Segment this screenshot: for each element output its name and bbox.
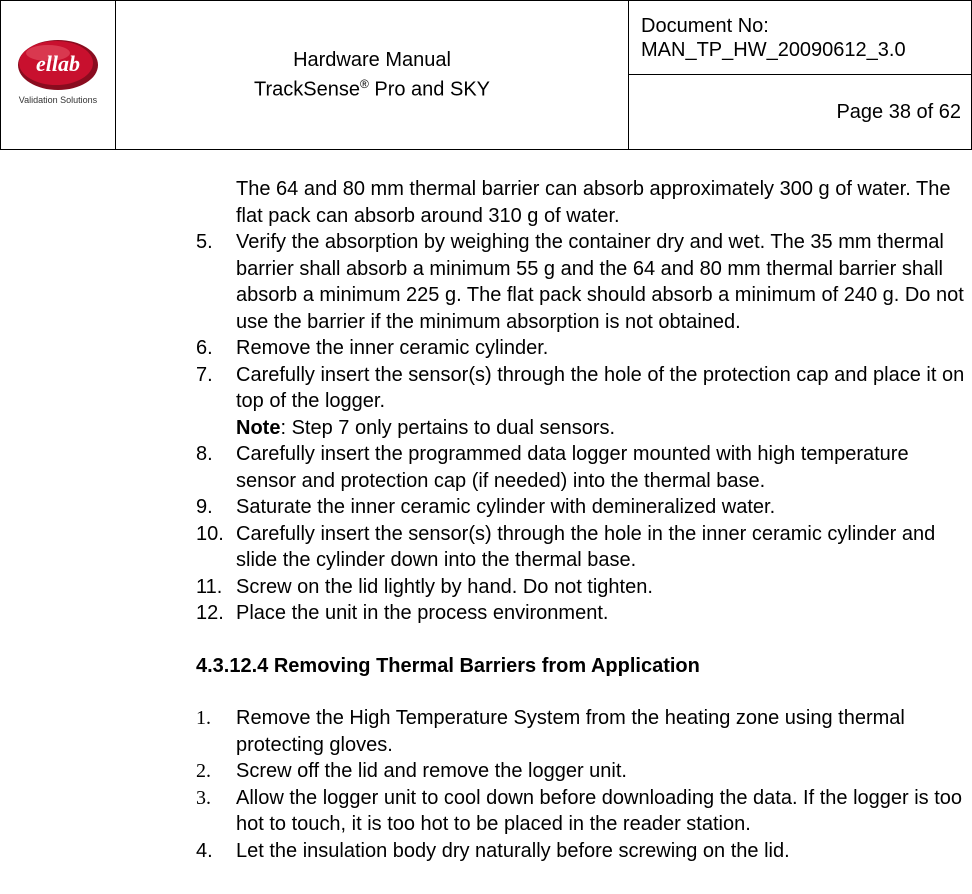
logo-cell [1,1,116,150]
list-item: 9. Saturate the inner ceramic cylinder with demineralized water. [196,496,776,518]
page-number: Page 38 of 62 [629,75,972,150]
svg-text:Validation Solutions: Validation Solutions [18,94,98,105]
list-item: 1. Remove the High Temperature System from the heating zone using thermal protecting gloves. [196,707,905,756]
list-item: 11. Screw on the lid lightly by hand. Do not tighten. [196,575,653,598]
intro-paragraph: The 64 and 80 mm thermal barrier can absorb approximately 300 g of water. The flat pack can absorb around 310 g of water. [236,178,951,227]
list-item: 8. Carefully insert the programmed data logger mounted with high temperature sensor and protection cap (if needed) into the thermal base. [196,443,909,492]
title-line-1: Hardware Manual [293,49,451,72]
title-line-2: TrackSense® Pro and SKY [254,77,490,101]
document-title [116,1,629,150]
note: Note: Step 7 only pertains to dual sensors. [236,416,616,439]
doc-no-value: MAN_TP_HW_20090612_3.0 [641,38,906,61]
list-item: 12. Place the unit in the process environment. [196,602,609,624]
list-item: 7. Carefully insert the sensor(s) through the hole of the protection cap and place it on top of the logger. [196,363,965,412]
section-heading: 4.3.12.4 Removing Thermal Barriers from Application [196,654,700,677]
list-item: 4. Let the insulation body dry naturally before screwing on the lid. [196,839,790,862]
list-item: 2. Screw off the lid and remove the logger unit. [196,760,627,782]
svg-text:ellab: ellab [36,50,80,76]
document-number [629,1,972,75]
doc-no-label: Document No: [641,14,769,37]
ellab-logo [15,37,101,109]
document-body [196,176,972,864]
list-item: 10. Carefully insert the sensor(s) through the hole in the inner ceramic cylinder and slide the cylinder down into the thermal base. [196,522,936,571]
document-header [0,0,972,150]
list-item: 5. Verify the absorption by weighing the container dry and wet. The 35 mm thermal barrier shall absorb a minimum 55 g and the 64 and 80 mm thermal barrier shall absorb a minimum 225 g. The flat pack should absorb a minimum of 240 g. Do not use the barrier if the minimum absorption is not obtained. [196,231,964,333]
list-item: 6. Remove the inner ceramic cylinder. [196,337,549,359]
list-item: 3. Allow the logger unit to cool down before downloading the data. If the logger is too hot to touch, it is too hot to be placed in the reader station. [196,786,963,835]
